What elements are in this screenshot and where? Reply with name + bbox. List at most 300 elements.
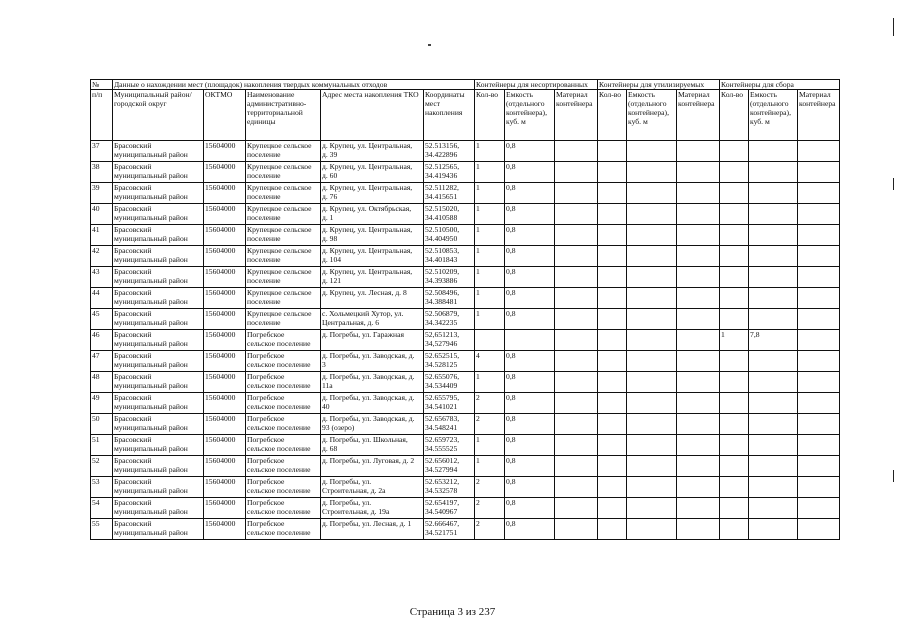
cell-district: Брасовский муниципальный район	[113, 183, 204, 204]
cell-unsorted-material	[555, 330, 598, 351]
cell-unsorted-count: 2	[475, 393, 505, 414]
header-group-recycle: Контейнеры для утилизируемых	[598, 80, 720, 90]
cell-unsorted-material	[555, 288, 598, 309]
cell-unsorted-capacity: 0,8	[505, 351, 555, 372]
cell-num: 47	[91, 351, 113, 372]
table-row	[91, 141, 840, 162]
cell-collect-count	[720, 246, 749, 267]
cell-num: 41	[91, 225, 113, 246]
cell-recycle-capacity	[627, 267, 677, 288]
cell-unsorted-capacity: 0,8	[505, 141, 555, 162]
cell-recycle-capacity	[627, 372, 677, 393]
cell-unsorted-material	[555, 267, 598, 288]
cell-recycle-material	[677, 225, 720, 246]
cell-collect-material	[798, 330, 840, 351]
cell-unsorted-capacity: 0,8	[505, 435, 555, 456]
cell-collect-material	[798, 372, 840, 393]
cell-collect-capacity	[749, 435, 798, 456]
waste-sites-table	[90, 79, 840, 540]
cell-oktmo: 15604000	[204, 183, 246, 204]
cell-recycle-count	[598, 330, 627, 351]
cell-admin-unit: Крупецкое сельское поселение	[246, 204, 321, 225]
cell-collect-material	[798, 414, 840, 435]
cell-collect-material	[798, 393, 840, 414]
cell-collect-capacity	[749, 393, 798, 414]
table-row	[91, 477, 840, 498]
table-row	[91, 372, 840, 393]
cell-num: 38	[91, 162, 113, 183]
cell-address: д. Погребы, ул. Заводская, д. 40	[321, 393, 424, 414]
col-district: Муниципальный район/городской округ	[113, 90, 204, 141]
header-num-sign: №	[91, 80, 113, 90]
cell-address: д. Погребы, ул. Гаражная	[321, 330, 424, 351]
cell-oktmo: 15604000	[204, 141, 246, 162]
cell-oktmo: 15604000	[204, 288, 246, 309]
scan-speck	[428, 44, 431, 46]
cell-unsorted-count: 1	[475, 267, 505, 288]
cell-num: 46	[91, 330, 113, 351]
cell-coords: 52.655795, 34.541021	[424, 393, 475, 414]
cell-coords: 52.512565, 34.419436	[424, 162, 475, 183]
cell-recycle-material	[677, 477, 720, 498]
cell-recycle-capacity	[627, 414, 677, 435]
col-recycle-count: Кол-во	[598, 90, 627, 141]
cell-district: Брасовский муниципальный район	[113, 372, 204, 393]
cell-coords: 52.656012, 34.527994	[424, 456, 475, 477]
cell-district: Брасовский муниципальный район	[113, 477, 204, 498]
cell-address: д. Погребы, ул. Заводская, д. 93 (озеро)	[321, 414, 424, 435]
cell-address: д. Крупец, ул. Центральная, д. 98	[321, 225, 424, 246]
cell-unsorted-material	[555, 372, 598, 393]
cell-recycle-capacity	[627, 351, 677, 372]
cell-district: Брасовский муниципальный район	[113, 162, 204, 183]
table-row	[91, 330, 840, 351]
cell-collect-material	[798, 246, 840, 267]
cell-unsorted-capacity: 0,8	[505, 204, 555, 225]
cell-oktmo: 15604000	[204, 204, 246, 225]
cell-oktmo: 15604000	[204, 456, 246, 477]
cell-collect-material	[798, 309, 840, 330]
cell-oktmo: 15604000	[204, 498, 246, 519]
cell-recycle-count	[598, 246, 627, 267]
cell-unsorted-capacity: 0,8	[505, 288, 555, 309]
header-group-location: Данные о нахождении мест (площадок) накопления твердых коммунальных отходов	[113, 80, 475, 90]
cell-unsorted-capacity: 0,8	[505, 393, 555, 414]
col-unsorted-material: Материал контейнера	[555, 90, 598, 141]
cell-admin-unit: Погребское сельское поселение	[246, 498, 321, 519]
cell-collect-capacity	[749, 246, 798, 267]
cell-collect-capacity	[749, 267, 798, 288]
col-oktmo: ОКТМО	[204, 90, 246, 141]
cell-unsorted-count: 2	[475, 498, 505, 519]
cell-address: д. Погребы, ул. Строительная, д. 2а	[321, 477, 424, 498]
cell-recycle-material	[677, 204, 720, 225]
cell-collect-count	[720, 372, 749, 393]
cell-collect-count: 1	[720, 330, 749, 351]
cell-recycle-count	[598, 477, 627, 498]
cell-coords: 52.666467, 34.521751	[424, 519, 475, 540]
col-unsorted-count: Кол-во	[475, 90, 505, 141]
cell-recycle-capacity	[627, 435, 677, 456]
cell-unsorted-capacity: 0,8	[505, 372, 555, 393]
table-row	[91, 183, 840, 204]
table-row	[91, 393, 840, 414]
col-unsorted-capacity: Емкость (отдельного контейнера), куб. м	[505, 90, 555, 141]
cell-admin-unit: Крупецкое сельское поселение	[246, 225, 321, 246]
table-row	[91, 288, 840, 309]
cell-collect-capacity	[749, 141, 798, 162]
cell-recycle-capacity	[627, 162, 677, 183]
cell-unsorted-capacity: 0,8	[505, 246, 555, 267]
table-row	[91, 267, 840, 288]
cell-district: Брасовский муниципальный район	[113, 309, 204, 330]
cell-collect-material	[798, 477, 840, 498]
header-group-collect: Контейнеры для сбора	[720, 80, 840, 90]
cell-recycle-count	[598, 498, 627, 519]
cell-recycle-count	[598, 288, 627, 309]
cell-collect-count	[720, 414, 749, 435]
cell-collect-material	[798, 204, 840, 225]
cell-collect-count	[720, 519, 749, 540]
cell-unsorted-capacity: 0,8	[505, 414, 555, 435]
cell-num: 44	[91, 288, 113, 309]
cell-collect-count	[720, 183, 749, 204]
cell-address: д. Крупец, ул. Центральная, д. 76	[321, 183, 424, 204]
cell-address: д. Погребы, ул. Школьная, д. 68	[321, 435, 424, 456]
cell-collect-count	[720, 393, 749, 414]
page-counter: Страница 3 из 237	[409, 606, 496, 618]
cell-district: Брасовский муниципальный район	[113, 498, 204, 519]
cell-unsorted-capacity: 0,8	[505, 225, 555, 246]
cell-recycle-count	[598, 162, 627, 183]
cell-unsorted-material	[555, 414, 598, 435]
cell-unsorted-count	[475, 330, 505, 351]
cell-admin-unit: Погребское сельское поселение	[246, 477, 321, 498]
cell-recycle-material	[677, 288, 720, 309]
cell-recycle-material	[677, 519, 720, 540]
cell-unsorted-count: 1	[475, 204, 505, 225]
cell-unsorted-count: 1	[475, 435, 505, 456]
cell-num: 45	[91, 309, 113, 330]
cell-unsorted-capacity: 0,8	[505, 162, 555, 183]
cell-recycle-capacity	[627, 456, 677, 477]
cell-district: Брасовский муниципальный район	[113, 393, 204, 414]
cell-unsorted-count: 1	[475, 309, 505, 330]
cell-num: 53	[91, 477, 113, 498]
cell-collect-capacity	[749, 183, 798, 204]
cell-coords: 52.510853, 34.401843	[424, 246, 475, 267]
cell-coords: 52.655076, 34.534409	[424, 372, 475, 393]
cell-recycle-count	[598, 309, 627, 330]
cell-collect-material	[798, 351, 840, 372]
cell-recycle-count	[598, 456, 627, 477]
cell-coords: 52,651213, 34,527946	[424, 330, 475, 351]
col-address: Адрес места накопления ТКО	[321, 90, 424, 141]
cell-admin-unit: Крупецкое сельское поселение	[246, 288, 321, 309]
cell-admin-unit: Погребское сельское поселение	[246, 435, 321, 456]
cell-collect-capacity	[749, 288, 798, 309]
cell-coords: 52.511282, 34.415651	[424, 183, 475, 204]
cell-coords: 52.506879, 34.342235	[424, 309, 475, 330]
cell-recycle-material	[677, 351, 720, 372]
cell-coords: 52.652515, 34.528125	[424, 351, 475, 372]
col-admin-unit: Наименование административно-территориальной единицы	[246, 90, 321, 141]
table-row	[91, 309, 840, 330]
table-row	[91, 498, 840, 519]
cell-recycle-count	[598, 351, 627, 372]
cell-num: 52	[91, 456, 113, 477]
cell-collect-material	[798, 162, 840, 183]
cell-unsorted-material	[555, 204, 598, 225]
cell-collect-count	[720, 267, 749, 288]
cell-oktmo: 15604000	[204, 393, 246, 414]
cell-oktmo: 15604000	[204, 309, 246, 330]
cell-recycle-material	[677, 183, 720, 204]
cell-recycle-capacity	[627, 519, 677, 540]
cell-unsorted-material	[555, 225, 598, 246]
cell-recycle-material	[677, 162, 720, 183]
cell-recycle-capacity	[627, 183, 677, 204]
cell-unsorted-material	[555, 477, 598, 498]
cell-admin-unit: Погребское сельское поселение	[246, 456, 321, 477]
cell-unsorted-count: 2	[475, 519, 505, 540]
cell-admin-unit: Погребское сельское поселение	[246, 393, 321, 414]
cell-recycle-count	[598, 183, 627, 204]
cell-admin-unit: Погребское сельское поселение	[246, 330, 321, 351]
cell-recycle-count	[598, 519, 627, 540]
cell-unsorted-count: 1	[475, 141, 505, 162]
cell-oktmo: 15604000	[204, 351, 246, 372]
cell-unsorted-material	[555, 246, 598, 267]
cell-oktmo: 15604000	[204, 519, 246, 540]
table-row	[91, 204, 840, 225]
cell-district: Брасовский муниципальный район	[113, 351, 204, 372]
cell-coords: 52.515020, 34.410588	[424, 204, 475, 225]
cell-admin-unit: Крупецкое сельское поселение	[246, 246, 321, 267]
cell-recycle-material	[677, 267, 720, 288]
cell-oktmo: 15604000	[204, 414, 246, 435]
cell-district: Брасовский муниципальный район	[113, 414, 204, 435]
cell-district: Брасовский муниципальный район	[113, 330, 204, 351]
cell-collect-count	[720, 351, 749, 372]
cell-collect-count	[720, 204, 749, 225]
cell-unsorted-count: 1	[475, 288, 505, 309]
cell-address: д. Крупец, ул. Центральная, д. 39	[321, 141, 424, 162]
cell-admin-unit: Крупецкое сельское поселение	[246, 267, 321, 288]
cell-unsorted-count: 2	[475, 414, 505, 435]
cell-recycle-capacity	[627, 330, 677, 351]
cell-unsorted-count: 1	[475, 183, 505, 204]
cell-unsorted-material	[555, 162, 598, 183]
cell-unsorted-material	[555, 141, 598, 162]
cell-collect-material	[798, 435, 840, 456]
table-row	[91, 435, 840, 456]
cell-oktmo: 15604000	[204, 330, 246, 351]
cell-collect-count	[720, 435, 749, 456]
cell-recycle-material	[677, 309, 720, 330]
cell-unsorted-count: 1	[475, 162, 505, 183]
cell-num: 37	[91, 141, 113, 162]
cell-unsorted-material	[555, 309, 598, 330]
cell-unsorted-material	[555, 183, 598, 204]
cell-address: д. Крупец, ул. Октябрьская, д. 1	[321, 204, 424, 225]
cell-num: 55	[91, 519, 113, 540]
cell-unsorted-material	[555, 435, 598, 456]
cell-recycle-count	[598, 393, 627, 414]
cell-district: Брасовский муниципальный район	[113, 456, 204, 477]
scan-edge-mark	[893, 470, 894, 482]
cell-recycle-material	[677, 435, 720, 456]
cell-unsorted-count: 4	[475, 351, 505, 372]
cell-unsorted-material	[555, 519, 598, 540]
cell-oktmo: 15604000	[204, 162, 246, 183]
cell-coords: 52.508496, 34.388481	[424, 288, 475, 309]
col-collect-capacity: Емкость (отдельного контейнера), куб. м	[749, 90, 798, 141]
cell-unsorted-capacity: 0,8	[505, 267, 555, 288]
cell-address: д. Погребы, ул. Заводская, д. 11а	[321, 372, 424, 393]
cell-district: Брасовский муниципальный район	[113, 225, 204, 246]
cell-recycle-count	[598, 225, 627, 246]
cell-recycle-material	[677, 414, 720, 435]
cell-recycle-capacity	[627, 393, 677, 414]
cell-recycle-material	[677, 393, 720, 414]
cell-address: д. Погребы, ул. Луговая, д. 2	[321, 456, 424, 477]
cell-admin-unit: Погребское сельское поселение	[246, 351, 321, 372]
cell-collect-material	[798, 519, 840, 540]
cell-unsorted-capacity: 0,8	[505, 456, 555, 477]
cell-collect-capacity	[749, 498, 798, 519]
col-recycle-capacity: Емкость (отдельного контейнера), куб. м	[627, 90, 677, 141]
cell-recycle-material	[677, 330, 720, 351]
cell-unsorted-capacity: 0,8	[505, 519, 555, 540]
table-row	[91, 162, 840, 183]
cell-admin-unit: Крупецкое сельское поселение	[246, 309, 321, 330]
cell-num: 54	[91, 498, 113, 519]
cell-oktmo: 15604000	[204, 225, 246, 246]
table-row	[91, 414, 840, 435]
cell-district: Брасовский муниципальный район	[113, 435, 204, 456]
cell-coords: 52.654197, 34.540967	[424, 498, 475, 519]
cell-district: Брасовский муниципальный район	[113, 204, 204, 225]
cell-admin-unit: Погребское сельское поселение	[246, 414, 321, 435]
cell-num: 43	[91, 267, 113, 288]
table-row	[91, 246, 840, 267]
cell-collect-capacity	[749, 414, 798, 435]
col-coords: Координаты мест накопления	[424, 90, 475, 141]
cell-unsorted-capacity: 0,8	[505, 183, 555, 204]
cell-admin-unit: Погребское сельское поселение	[246, 519, 321, 540]
cell-district: Брасовский муниципальный район	[113, 288, 204, 309]
cell-num: 39	[91, 183, 113, 204]
cell-collect-count	[720, 309, 749, 330]
cell-admin-unit: Крупецкое сельское поселение	[246, 141, 321, 162]
cell-admin-unit: Крупецкое сельское поселение	[246, 183, 321, 204]
scan-edge-mark	[893, 178, 894, 190]
cell-address: д. Крупец, ул. Центральная, д. 121	[321, 267, 424, 288]
cell-num: 50	[91, 414, 113, 435]
cell-unsorted-capacity: 0,8	[505, 309, 555, 330]
cell-collect-capacity	[749, 519, 798, 540]
cell-coords: 52.656783, 34.548241	[424, 414, 475, 435]
cell-unsorted-capacity: 0,8	[505, 498, 555, 519]
cell-recycle-material	[677, 246, 720, 267]
cell-collect-count	[720, 141, 749, 162]
cell-coords: 52.513156, 34.422896	[424, 141, 475, 162]
cell-unsorted-count: 1	[475, 372, 505, 393]
cell-address: д. Погребы, ул. Заводская, д. 3	[321, 351, 424, 372]
cell-collect-capacity	[749, 309, 798, 330]
cell-collect-capacity	[749, 162, 798, 183]
cell-coords: 52.653212, 34.532578	[424, 477, 475, 498]
cell-collect-count	[720, 456, 749, 477]
scan-edge-mark	[893, 18, 894, 36]
cell-recycle-capacity	[627, 498, 677, 519]
table-row	[91, 225, 840, 246]
cell-collect-count	[720, 225, 749, 246]
cell-num: 42	[91, 246, 113, 267]
cell-unsorted-material	[555, 456, 598, 477]
cell-unsorted-count: 2	[475, 477, 505, 498]
cell-collect-capacity	[749, 225, 798, 246]
cell-recycle-capacity	[627, 225, 677, 246]
cell-collect-material	[798, 498, 840, 519]
table-row	[91, 519, 840, 540]
cell-recycle-count	[598, 141, 627, 162]
cell-oktmo: 15604000	[204, 477, 246, 498]
col-collect-material: Материал контейнера	[798, 90, 840, 141]
cell-collect-material	[798, 288, 840, 309]
col-num: п/п	[91, 90, 113, 141]
cell-address: д. Погребы, ул. Строительная, д. 19а	[321, 498, 424, 519]
cell-oktmo: 15604000	[204, 372, 246, 393]
cell-collect-material	[798, 141, 840, 162]
cell-admin-unit: Крупецкое сельское поселение	[246, 162, 321, 183]
cell-num: 51	[91, 435, 113, 456]
cell-district: Брасовский муниципальный район	[113, 246, 204, 267]
cell-recycle-material	[677, 456, 720, 477]
cell-coords: 52.510500, 34.404950	[424, 225, 475, 246]
cell-recycle-capacity	[627, 309, 677, 330]
cell-oktmo: 15604000	[204, 246, 246, 267]
cell-collect-count	[720, 477, 749, 498]
cell-collect-count	[720, 288, 749, 309]
cell-unsorted-material	[555, 498, 598, 519]
cell-collect-capacity	[749, 204, 798, 225]
cell-collect-count	[720, 498, 749, 519]
cell-address: д. Крупец, ул. Лесная, д. 8	[321, 288, 424, 309]
cell-collect-capacity	[749, 456, 798, 477]
cell-oktmo: 15604000	[204, 267, 246, 288]
cell-num: 49	[91, 393, 113, 414]
cell-collect-capacity: 7,8	[749, 330, 798, 351]
cell-address: д. Крупец, ул. Центральная, д. 104	[321, 246, 424, 267]
table-row	[91, 351, 840, 372]
cell-district: Брасовский муниципальный район	[113, 267, 204, 288]
cell-unsorted-count: 1	[475, 225, 505, 246]
cell-admin-unit: Погребское сельское поселение	[246, 372, 321, 393]
cell-recycle-count	[598, 435, 627, 456]
cell-address: д. Погребы, ул. Лесная, д. 1	[321, 519, 424, 540]
cell-collect-capacity	[749, 477, 798, 498]
cell-address: с. Хольмецкий Хутор, ул. Центральная, д. 6	[321, 309, 424, 330]
cell-collect-material	[798, 267, 840, 288]
cell-num: 48	[91, 372, 113, 393]
cell-recycle-capacity	[627, 477, 677, 498]
cell-recycle-count	[598, 372, 627, 393]
cell-recycle-capacity	[627, 141, 677, 162]
cell-recycle-material	[677, 498, 720, 519]
cell-collect-material	[798, 456, 840, 477]
